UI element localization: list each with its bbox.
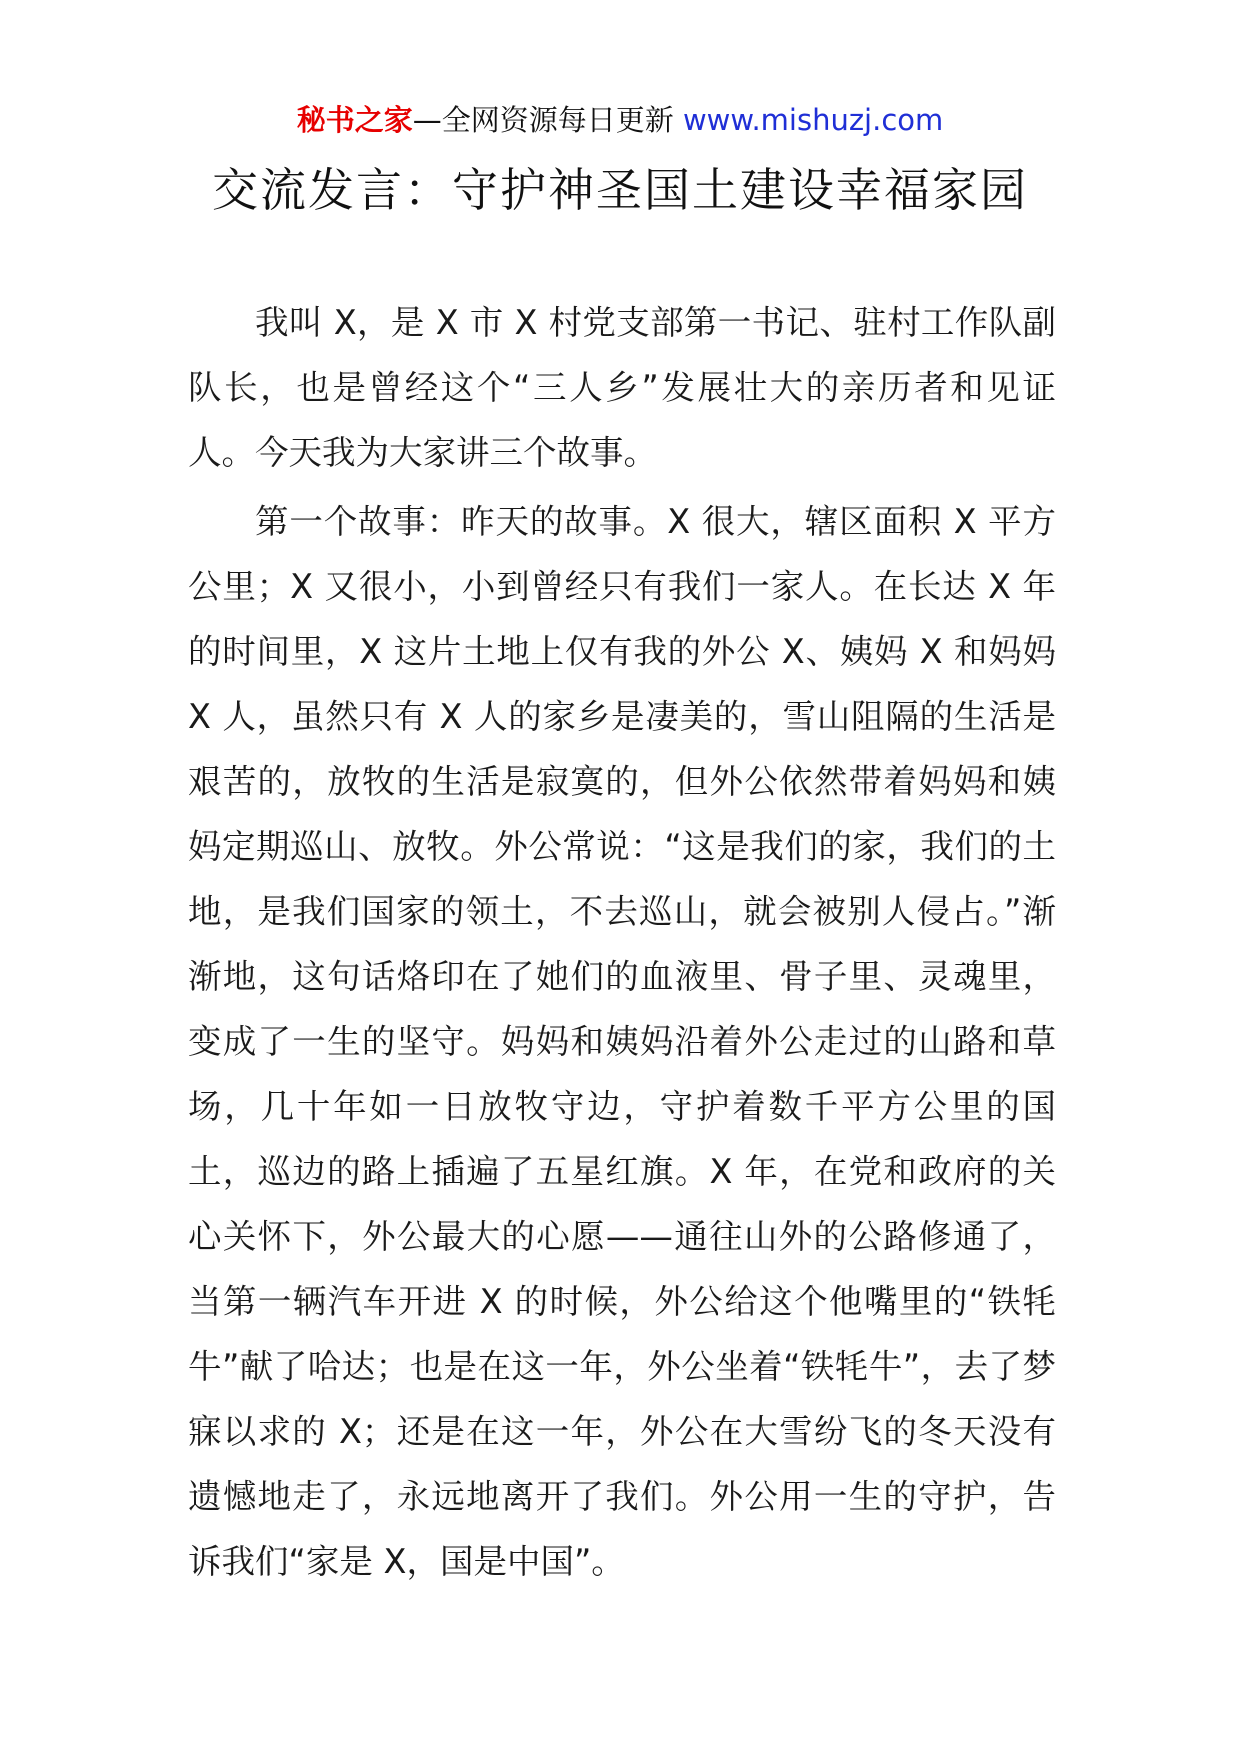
paragraph-intro: 我叫 X，是 X 市 X 村党支部第一书记、驻村工作队副队长，也是曾经这个“三人乡”发展壮大的亲历者和见证人。今天我为大家讲三个故事。 bbox=[188, 303, 1056, 472]
site-header bbox=[0, 100, 1240, 140]
site-url-link[interactable]: www.mishuzj.com bbox=[682, 103, 944, 137]
site-brand: 秘书之家 bbox=[296, 103, 413, 137]
paragraph-first-story: 第一个故事：昨天的故事。X 很大，辖区面积 X 平方公里；X 又很小，小到曾经只有我们一家人。在长达 X 年的时间里，X 这片土地上仅有我的外公 X、姨妈 X 和妈妈 X 人，虽然只有 X 人的家乡是凄美的，雪山阻隔的生活是艰苦的，放牧的生活是寂寞的，但外公依然带着妈妈和姨妈定期巡山、放牧。外公常说：“这是我们的家，我们的土地，是我们国家的领土，不去巡山，就会被别人侵占。”渐渐地，这句话烙印在了她们的血液里、骨子里、灵魂里，变成了一生的坚守。妈妈和姨妈沿着外公走过的山路和草场，几十年如一日放牧守边，守护着数千平方公里的国土，巡边的路上插遍了五星红旗。X 年，在党和政府的关心关怀下，外公最大的心愿——通往山外的公路修通了，当第一辆汽车开进 X 的时候，外公给这个他嘴里的“铁牦牛”献了哈达；也是在这一年，外公坐着“铁牦牛”，去了梦寐以求的 X；还是在这一年，外公在大雪纷飞的冬天没有遗憾地走了，永远地离开了我们。外公用一生的守护，告诉我们“家是 X，国是中国”。 bbox=[188, 502, 1056, 1581]
site-tagline: —全网资源每日更新 bbox=[412, 103, 683, 137]
document-body bbox=[188, 290, 1056, 1598]
document-title: 交流发言：守护神圣国土建设幸福家园 bbox=[212, 163, 1028, 217]
